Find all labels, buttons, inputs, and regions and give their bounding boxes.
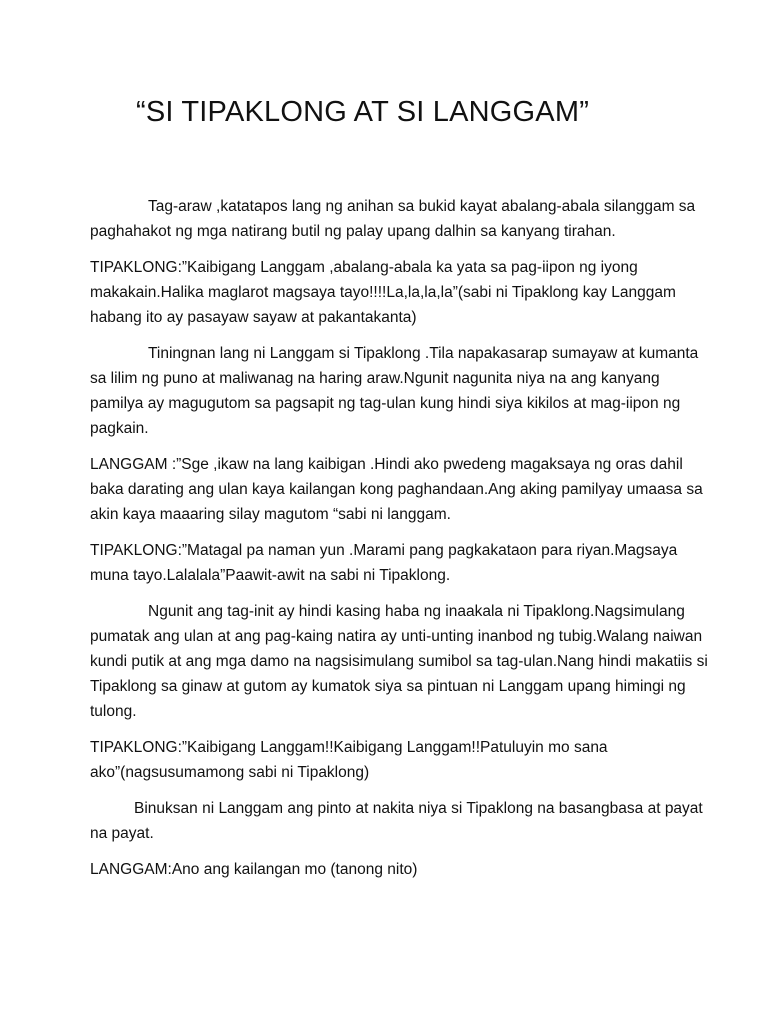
- paragraph-9: LANGGAM:Ano ang kailangan mo (tanong nito): [90, 861, 418, 878]
- paragraph-7: TIPAKLONG:”Kaibigang Langgam!!Kaibigang Langgam!!Patuluyin mo sana ako”(nagsusumamong sabi ni Tipaklong): [90, 739, 608, 781]
- paragraph-1: Tag-araw ,katatapos lang ng anihan sa bukid kayat abalang-abala silanggam sa paghahakot ng mga natirang butil ng palay upang dalhin sa kanyang tirahan.: [90, 198, 696, 240]
- paragraph-8: Binuksan ni Langgam ang pinto at nakita niya si Tipaklong na basangbasa at payat na payat.: [90, 800, 703, 842]
- paragraph-3: Tiningnan lang ni Langgam si Tipaklong .Tila napakasarap sumayaw at kumanta sa lilim ng puno at maliwanag na haring araw.Ngunit nagunita niya na ang kanyang pamilya ay magugutom sa pagsapit ng tag-ulan kung hindi siya kikilos at mag-iipon ng pagkain.: [90, 345, 699, 437]
- paragraph-2: TIPAKLONG:”Kaibigang Langgam ,abalang-abala ka yata sa pag-iipon ng iyong makakain.Halika maglarot magsaya tayo!!!!La,la,la,la”(sabi ni Tipaklong kay Langgam habang ito ay pasayaw sayaw at pakantakanta): [90, 259, 676, 326]
- paragraph-6: Ngunit ang tag-init ay hindi kasing haba ng inaakala ni Tipaklong.Nagsimulang pumatak ang ulan at ang pag-kaing natira ay unti-unting inanbod ng tubig.Walang naiwan kundi putik at ang mga damo na nagsisimulang sumibol sa tag-ulan.Nang hindi makatiis si Tipaklong sa ginaw at gutom ay kumatok siya sa pintuan ni Langgam upang himingi ng tulong.: [90, 603, 708, 720]
- paragraph-4: LANGGAM :”Sge ,ikaw na lang kaibigan .Hindi ako pwedeng magaksaya ng oras dahil baka darating ang ulan kaya kailangan kong paghandaan.Ang aking pamilyay umaasa sa akin kaya maaaring silay magutom “sabi ni langgam.: [90, 456, 703, 523]
- paragraph-5: TIPAKLONG:”Matagal pa naman yun .Marami pang pagkakataon para riyan.Magsaya muna tayo.Lalalala”Paawit-awit na sabi ni Tipaklong.: [90, 542, 678, 584]
- document-body: [90, 194, 710, 893]
- document-title: “SI TIPAKLONG AT SI LANGGAM”: [136, 96, 590, 128]
